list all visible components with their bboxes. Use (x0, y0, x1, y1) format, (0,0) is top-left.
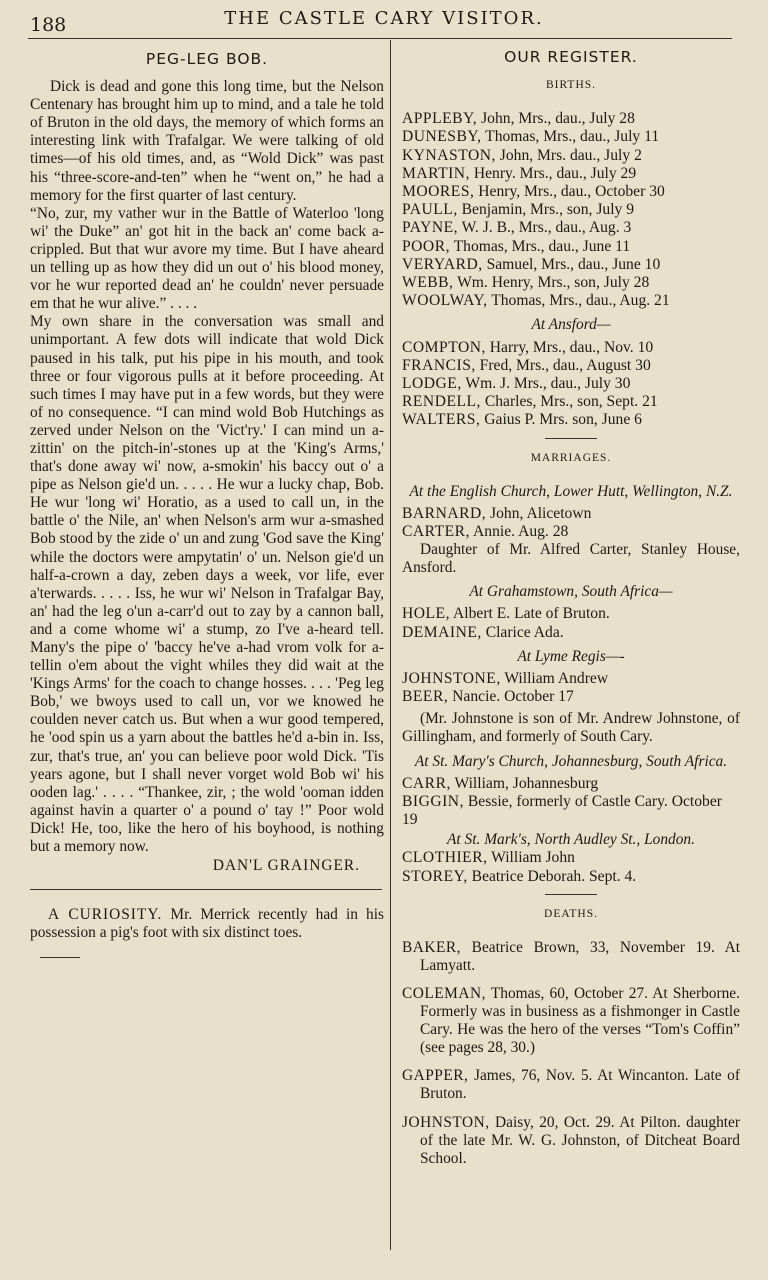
curiosity-lead: A CURIOSITY. (48, 905, 163, 923)
list-item: JOHNSTON, Daisy, 20, Oct. 29. At Pilton. daughter of the late Mr. W. G. Johnston, of Ditcheat Board School. (402, 1113, 740, 1167)
list-item: STOREY, Beatrice Deborah. Sept. 4. (402, 867, 637, 885)
list-item: HOLE, Albert E. Late of Bruton. (402, 605, 610, 623)
list-item: BEER, Nancie. October 17 (402, 688, 574, 706)
list-item: JOHNSTONE, William Andrew (402, 669, 609, 687)
list-item: DEMAINE, Clarice Ada. (402, 623, 564, 641)
story-paragraph: Dick is dead and gone this long time, but the Nelson Centenary has brought him up to mind, and a tale he told of Bruton in the old days, the memory of which forms an interesting link with Trafalgar. We were talking of old times—of his old times, and, as “Wold Dick” was past his “three-score-and-ten” when he “went on,” he had a memory for the first quarter of last century. (30, 78, 384, 204)
list-item: DUNESBY, Thomas, Mrs., dau., July 11 (402, 128, 660, 146)
list-item: BIGGIN, Bessie, formerly of Castle Cary. October 19 (402, 792, 722, 828)
marriage-location: At Grahamstown, South Africa— (469, 583, 673, 601)
ansford-births-list (402, 339, 740, 430)
list-item: LODGE, Wm. J. Mrs., dau., July 30 (402, 374, 631, 392)
births-heading: BIRTHS. (545, 79, 597, 92)
page-header (0, 0, 768, 36)
marriage-location: At the English Church, Lower Hutt, Wellington, N.Z. (409, 482, 733, 500)
list-item: BAKER, Beatrice Brown, 33, November 19. At Lamyatt. (402, 938, 740, 974)
header-rule (28, 38, 732, 39)
list-item: CARR, William, Johannesburg (402, 774, 599, 792)
list-item: PAYNE, W. J. B., Mrs., dau., Aug. 3 (402, 219, 632, 237)
list-item: WEBB, Wm. Henry, Mrs., son, July 28 (402, 274, 650, 292)
marriage-note: (Mr. Johnstone is son of Mr. Andrew Johnstone, of Gillingham, and formerly of South Cary. (402, 710, 740, 746)
story-title: PEG-LEG BOB. (145, 50, 269, 68)
end-rule (40, 957, 80, 958)
page-number: 188 (30, 14, 67, 36)
list-item: WOOLWAY, Thomas, Mrs., dau., Aug. 21 (402, 292, 670, 310)
list-item: CLOTHIER, William John (402, 849, 575, 867)
list-item: POOR, Thomas, Mrs., dau., June 11 (402, 237, 631, 255)
list-item: MARTIN, Henry. Mrs., dau., July 29 (402, 164, 637, 182)
marriage-location: At Lyme Regis—- (517, 647, 625, 665)
list-item: MOORES, Henry, Mrs., dau., October 30 (402, 183, 665, 200)
register-title: OUR REGISTER. (504, 48, 638, 66)
list-item: BARNARD, John, Alicetown (402, 504, 592, 522)
list-item: VERYARD, Samuel, Mrs., dau., June 10 (402, 255, 661, 273)
curiosity-note (30, 906, 384, 942)
list-item: RENDELL, Charles, Mrs., son, Sept. 21 (402, 393, 658, 411)
section-rule (30, 889, 382, 890)
section-rule (545, 894, 597, 895)
marriage-location: At St. Mark's, North Audley St., London. (447, 831, 695, 849)
list-item: KYNASTON, John, Mrs. dau., July 2 (402, 146, 642, 164)
curiosity-text: Mr. Merrick recently had in his possession a pig's foot with six distinct toes. (30, 905, 384, 941)
list-item: CARTER, Annie. Aug. 28 (402, 522, 569, 540)
story-signature: DAN'L GRAINGER. (212, 857, 360, 875)
section-rule (545, 438, 597, 439)
list-item: APPLEBY, John, Mrs., dau., July 28 (402, 110, 635, 128)
list-item: COMPTON, Harry, Mrs., dau., Nov. 10 (402, 338, 654, 356)
column-divider (390, 40, 391, 1250)
marriages-heading: MARRIAGES. (530, 451, 612, 464)
deaths-heading: DEATHS. (544, 907, 598, 920)
list-item: GAPPER, James, 76, Nov. 5. At Wincanton. Late of Bruton. (402, 1067, 740, 1103)
running-title: THE CASTLE CARY VISITOR. (224, 8, 544, 29)
left-column (30, 46, 384, 958)
story-body (30, 78, 384, 856)
right-column (402, 46, 740, 1178)
list-item: WALTERS, Gaius P. Mrs. son, June 6 (402, 411, 642, 429)
story-paragraph: My own share in the conversation was small and unimportant. A few dots will indicate that wold Dick paused in his talk, put his pipe in his mouth, and took three or four vigorous pulls at it before proceeding. At such times I may have put in a few words, but they were of no consequence. “I can mind wold Bob Hutchings as zerved under Nelson on the 'Vict'ry.' I can mind un a-zittin' on the pitch-in'-stones up at the 'King's Arms,' that's done away wi' now, a-smokin' his baccy out o' a pipe as Nelson gie'd un. . . . . He wur a lucky chap, Bob. He wur 'long wi' Horatio, as a used to call un, in the battle o' the Nile, an' when Nelson's arm wur a-smashed Bob stood by the zide o' un and zung 'God save the King' while the doctors were ampytatin' o' un. Nelson gie'd un half-a-crown a day, zeben days a week, vor life, ever a'terwards. . . . . Iss, he wur wi' Nelson in Trafalgar Bay, an' had the leg o'un a-carr'd out to zay by a cannon ball, and a come whome wi' a stump, zo I've a-heard tell. Many's the pipe o' 'baccy he've a-had vrom volk for a-tellin o'em about the vight whiles they did wait at the 'Kings Arms' for the coach to change hosses. . . . 'Peg leg Bob,' we bwoys used to call un, vor we knowed he coulden never catch us. But when a wur good tempered, he 'ood spin us a yarn about the battles he'd a-bin in. Iss, zur, that's true, an' you can believe poor wold Dick. 'Tis years agone, but I shall never vorget wold Bob wi' his ooden lag.' . . . . “Thankee, zir, ; the wold 'ooman idden against havin a quarter o' a pound o' tay !” Poor wold Dick! He, too, like the hero of his boyhood, is nothing but a memory now. (30, 313, 384, 856)
marriage-location: At St. Mary's Church, Johannesburg, South Africa. (414, 752, 728, 770)
story-paragraph: “No, zur, my vather wur in the Battle of Waterloo 'long wi' the Duke” an' got hit in the back an' come back a-crippled. But that wur avore my time. But I have aheard un telling up as how they did un out o' his blood money, vor he wur reported dead an' he couldn' never persuade em that he wur alive.” . . . . (30, 204, 384, 313)
births-list (402, 110, 740, 310)
marriage-note: Daughter of Mr. Alfred Carter, Stanley House, Ansford. (402, 541, 740, 577)
list-item: PAULL, Benjamin, Mrs., son, July 9 (402, 201, 635, 219)
ansford-heading: At Ansford— (531, 316, 611, 334)
list-item: FRANCIS, Fred, Mrs., dau., August 30 (402, 356, 651, 374)
list-item: COLEMAN, Thomas, 60, October 27. At Sherborne. Formerly was in business as a fishmonger in Castle Cary. He was the hero of the verses “Tom's Coffin” (see pages 28, 30.) (402, 984, 740, 1057)
